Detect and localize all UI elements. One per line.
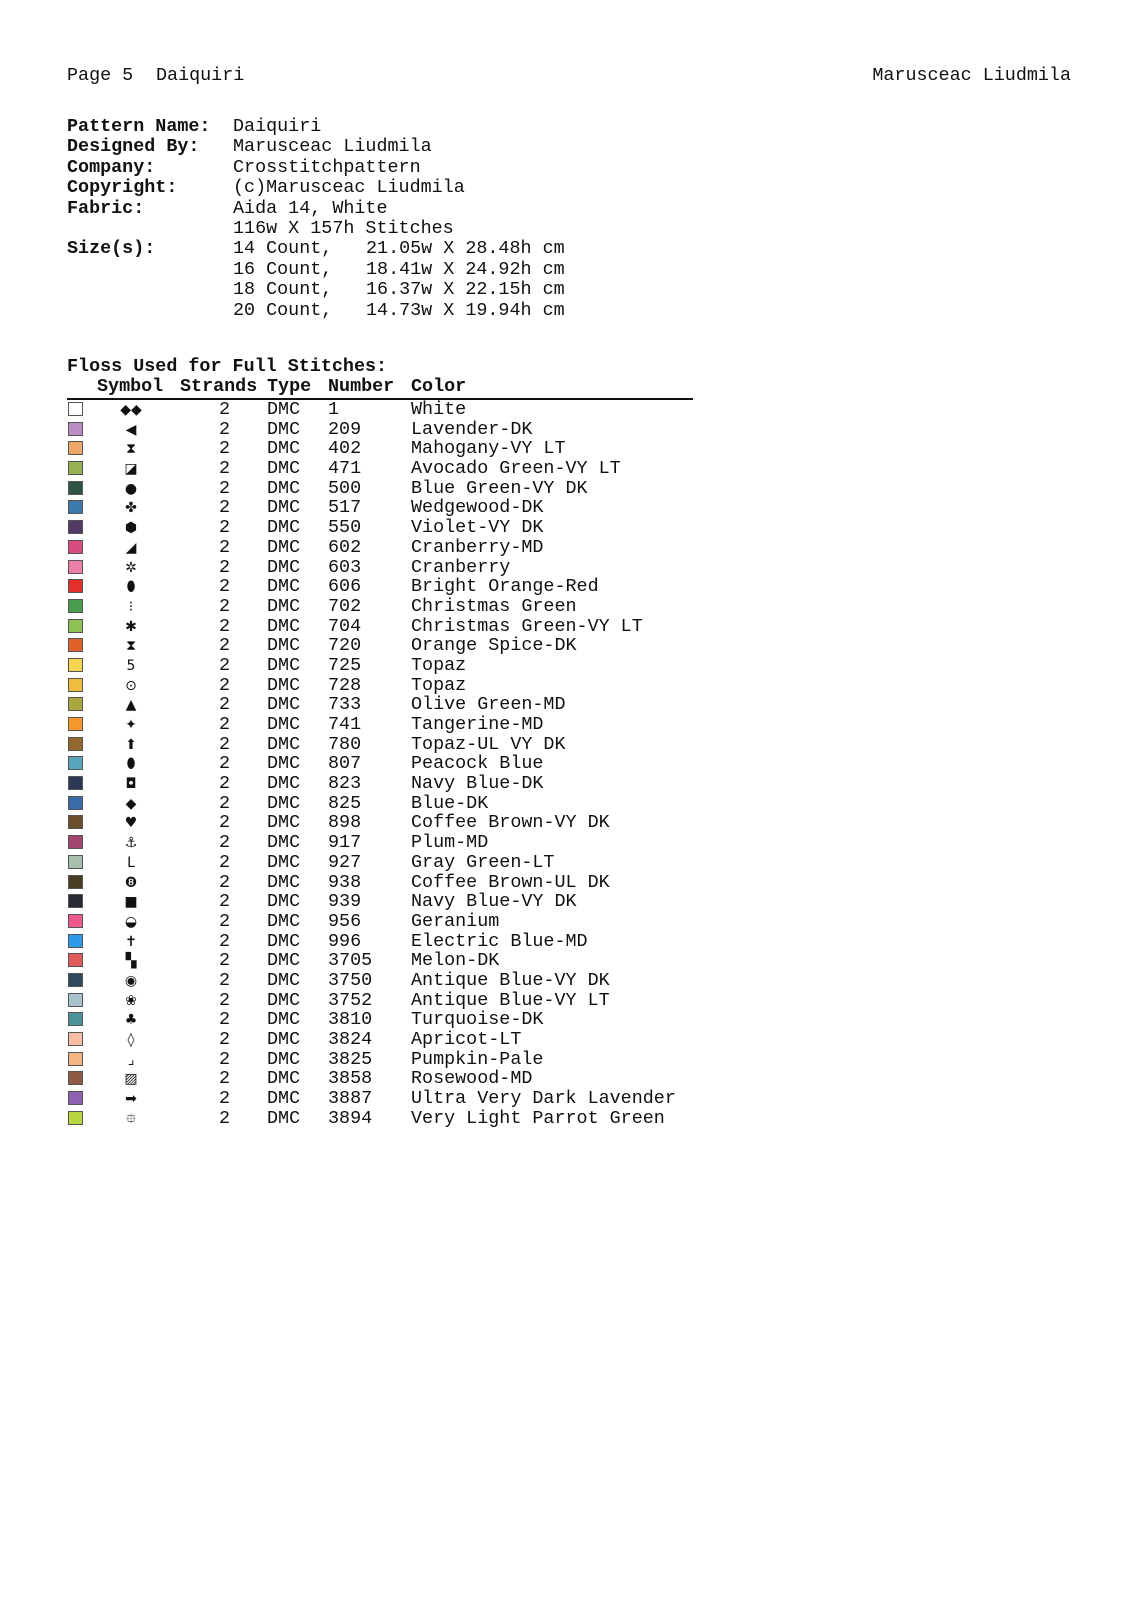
info-value: Marusceac Liudmila — [233, 136, 432, 158]
stitch-symbol-icon: ▨ — [124, 1071, 138, 1088]
stitch-symbol-icon: ◒ — [124, 913, 138, 930]
floss-type: DMC — [267, 1048, 301, 1070]
info-value: (c)Marusceac Liudmila — [233, 177, 465, 199]
stitch-symbol-icon: ⊙ — [125, 677, 137, 694]
floss-type: DMC — [267, 753, 301, 775]
floss-color-name: Topaz — [411, 654, 467, 676]
stitch-symbol-icon: ■ — [124, 894, 138, 911]
size-dims: 14.73w X 19.94h cm — [366, 299, 565, 321]
floss-color-name: Blue Green-VY DK — [411, 477, 588, 499]
info-value: Aida 14, White — [233, 197, 388, 219]
floss-type: DMC — [267, 773, 301, 795]
color-swatch — [68, 1052, 83, 1066]
floss-row — [67, 538, 707, 558]
size-dims: 21.05w X 28.48h cm — [366, 238, 565, 260]
floss-color-name: Cranberry-MD — [411, 536, 544, 558]
floss-row — [67, 833, 707, 853]
floss-number: 704 — [328, 615, 362, 637]
strands: 2 — [219, 399, 231, 420]
floss-number: 917 — [328, 832, 362, 854]
floss-number: 3752 — [328, 989, 373, 1011]
floss-color-name: Cranberry — [411, 556, 511, 578]
floss-color-name: Navy Blue-VY DK — [411, 891, 577, 913]
floss-number: 3824 — [328, 1029, 373, 1050]
floss-type: DMC — [267, 930, 301, 952]
floss-table — [67, 356, 707, 1129]
stitch-symbol-icon: ◆◆ — [120, 402, 142, 418]
color-swatch — [68, 914, 83, 928]
floss-row — [67, 636, 707, 656]
floss-number: 603 — [328, 556, 362, 578]
size-count: 18 Count, — [233, 279, 333, 301]
info-value: Crosstitchpattern — [233, 156, 421, 178]
floss-row — [67, 932, 707, 952]
col-strands: Strands — [180, 376, 258, 397]
floss-type: DMC — [267, 1107, 301, 1129]
strands: 2 — [219, 1009, 231, 1031]
strands: 2 — [219, 497, 231, 519]
floss-row — [67, 735, 707, 755]
strands: 2 — [219, 674, 231, 696]
color-swatch — [68, 540, 83, 554]
floss-type: DMC — [267, 556, 301, 578]
floss-number: 956 — [328, 910, 362, 932]
color-swatch — [68, 953, 83, 967]
floss-type: DMC — [267, 792, 301, 814]
col-number: Number — [328, 376, 395, 397]
floss-row — [67, 853, 707, 873]
floss-color-name: Geranium — [411, 910, 500, 932]
info-value: Daiquiri — [233, 116, 322, 137]
floss-color-name: Rosewood-MD — [411, 1068, 533, 1090]
floss-color-name: Antique Blue-VY DK — [411, 969, 610, 991]
floss-row — [67, 715, 707, 735]
floss-type: DMC — [267, 399, 301, 420]
floss-number: 500 — [328, 477, 362, 499]
size-dims: 16.37w X 22.15h cm — [366, 279, 565, 301]
floss-type: DMC — [267, 910, 301, 932]
strands: 2 — [219, 1048, 231, 1070]
color-swatch — [68, 638, 83, 652]
strands: 2 — [219, 458, 231, 480]
floss-number: 823 — [328, 773, 362, 795]
color-swatch — [68, 815, 83, 829]
floss-color-name: Electric Blue-MD — [411, 930, 588, 952]
floss-type: DMC — [267, 1009, 301, 1031]
floss-row — [67, 695, 707, 715]
stitch-symbol-icon: ⁝ — [128, 598, 134, 615]
floss-type: DMC — [267, 497, 301, 519]
floss-title-text: Floss Used for Full Stitches: — [67, 356, 388, 377]
stitch-symbol-icon: ⯐ — [125, 1110, 137, 1127]
color-swatch — [68, 579, 83, 593]
floss-row — [67, 794, 707, 814]
stitch-symbol-icon: ◆ — [125, 795, 137, 812]
floss-number: 602 — [328, 536, 362, 558]
floss-color-name: Avocado Green-VY LT — [411, 458, 621, 480]
page-title: Daiquiri — [156, 65, 245, 86]
floss-number: 517 — [328, 497, 362, 519]
stitch-symbol-icon: ◊ — [127, 1032, 135, 1048]
floss-type: DMC — [267, 891, 301, 913]
floss-number: 209 — [328, 418, 362, 440]
size-count: 16 Count, — [233, 258, 333, 280]
floss-color-name: Christmas Green-VY LT — [411, 615, 643, 637]
color-swatch — [68, 1111, 83, 1125]
strands: 2 — [219, 792, 231, 814]
sizes-label: Size(s): — [67, 238, 156, 260]
floss-row — [67, 1050, 707, 1070]
stitch-symbol-icon: ⬢ — [124, 520, 138, 537]
color-swatch — [68, 796, 83, 810]
floss-color-name: Blue-DK — [411, 792, 489, 814]
floss-type: DMC — [267, 576, 301, 598]
info-label: Copyright: — [67, 177, 178, 199]
stitch-symbol-icon: ✤ — [125, 500, 137, 517]
color-swatch — [68, 520, 83, 534]
floss-color-name: Peacock Blue — [411, 753, 544, 775]
floss-row — [67, 479, 707, 499]
floss-type: DMC — [267, 989, 301, 1011]
col-type: Type — [267, 376, 312, 397]
floss-row — [67, 754, 707, 774]
floss-row — [67, 558, 707, 578]
floss-number: 807 — [328, 753, 362, 775]
stitch-symbol-icon: ⧗ — [126, 638, 136, 655]
floss-row — [67, 597, 707, 617]
strands: 2 — [219, 517, 231, 539]
floss-title — [67, 357, 707, 377]
strands: 2 — [219, 832, 231, 854]
strands: 2 — [219, 812, 231, 834]
color-swatch — [68, 599, 83, 613]
stitch-symbol-icon: ✱ — [125, 618, 137, 635]
info-label: Fabric: — [67, 197, 145, 219]
floss-color-name: Topaz-UL VY DK — [411, 733, 566, 755]
info-label: Company: — [67, 156, 156, 178]
floss-color-name: Plum-MD — [411, 832, 489, 854]
stitch-symbol-icon: ● — [124, 480, 138, 497]
floss-row — [67, 459, 707, 479]
color-swatch — [68, 1091, 83, 1105]
floss-color-name: Turquoise-DK — [411, 1009, 544, 1031]
info-value: 116w X 157h Stitches — [233, 217, 454, 239]
floss-color-name: Wedgewood-DK — [411, 497, 544, 519]
floss-number: 720 — [328, 635, 362, 657]
page-author: Marusceac Liudmila — [872, 65, 1071, 86]
floss-row — [67, 498, 707, 518]
floss-type: DMC — [267, 812, 301, 834]
size-count: 20 Count, — [233, 299, 333, 321]
floss-type: DMC — [267, 714, 301, 735]
floss-color-name: Orange Spice-DK — [411, 635, 577, 657]
floss-color-name: Melon-DK — [411, 950, 500, 972]
floss-number: 3858 — [328, 1068, 373, 1090]
floss-color-name: Tangerine-MD — [411, 714, 544, 735]
color-swatch — [68, 855, 83, 869]
floss-type: DMC — [267, 851, 301, 873]
color-swatch — [68, 993, 83, 1007]
strands: 2 — [219, 654, 231, 676]
strands: 2 — [219, 773, 231, 795]
floss-number: 471 — [328, 458, 362, 480]
strands: 2 — [219, 694, 231, 716]
floss-number: 996 — [328, 930, 362, 952]
color-swatch — [68, 481, 83, 495]
stitch-symbol-icon: ♥ — [124, 815, 138, 832]
floss-number: 733 — [328, 694, 362, 716]
strands: 2 — [219, 477, 231, 499]
strands: 2 — [219, 1088, 231, 1110]
floss-type: DMC — [267, 635, 301, 657]
floss-row — [67, 1030, 707, 1050]
color-swatch — [68, 678, 83, 692]
color-swatch — [68, 560, 83, 574]
floss-number: 728 — [328, 674, 362, 696]
floss-type: DMC — [267, 733, 301, 755]
color-swatch — [68, 875, 83, 889]
strands: 2 — [219, 930, 231, 952]
stitch-symbol-icon: ⚓ — [124, 835, 138, 852]
floss-number: 3887 — [328, 1088, 373, 1110]
stitch-symbol-icon: ▲ — [125, 697, 137, 714]
floss-number: 939 — [328, 891, 362, 913]
floss-number: 3705 — [328, 950, 373, 972]
floss-color-name: Gray Green-LT — [411, 851, 555, 873]
floss-color-name: Coffee Brown-UL DK — [411, 871, 610, 893]
stitch-symbol-icon: ◀ — [125, 421, 137, 438]
size-dims: 18.41w X 24.92h cm — [366, 258, 565, 280]
color-swatch — [68, 658, 83, 672]
floss-color-name: Lavender-DK — [411, 418, 533, 440]
floss-color-name: Very Light Parrot Green — [411, 1107, 665, 1129]
strands: 2 — [219, 871, 231, 893]
floss-row — [67, 577, 707, 597]
stitch-symbol-icon: ❽ — [124, 874, 138, 891]
floss-number: 927 — [328, 851, 362, 873]
floss-color-name: Ultra Very Dark Lavender — [411, 1088, 676, 1110]
floss-color-name: Navy Blue-DK — [411, 773, 544, 795]
floss-number: 402 — [328, 438, 362, 460]
floss-color-name: Mahogany-VY LT — [411, 438, 566, 460]
floss-row — [67, 1069, 707, 1089]
strands: 2 — [219, 438, 231, 460]
floss-number: 550 — [328, 517, 362, 539]
stitch-symbol-icon: ⌟ — [127, 1051, 135, 1068]
strands: 2 — [219, 536, 231, 558]
color-swatch — [68, 697, 83, 711]
floss-number: 898 — [328, 812, 362, 834]
floss-row — [67, 774, 707, 794]
floss-header-row — [67, 377, 707, 397]
strands: 2 — [219, 1029, 231, 1050]
strands: 2 — [219, 969, 231, 991]
stitch-symbol-icon: ⬆ — [125, 736, 137, 753]
strands: 2 — [219, 1068, 231, 1090]
color-swatch — [68, 619, 83, 633]
floss-number: 3810 — [328, 1009, 373, 1031]
floss-number: 780 — [328, 733, 362, 755]
floss-number: 606 — [328, 576, 362, 598]
floss-row — [67, 1089, 707, 1109]
floss-number: 825 — [328, 792, 362, 814]
floss-row — [67, 420, 707, 440]
stitch-symbol-icon: L — [127, 854, 135, 871]
floss-number: 938 — [328, 871, 362, 893]
color-swatch — [68, 737, 83, 751]
color-swatch — [68, 973, 83, 987]
floss-type: DMC — [267, 1029, 301, 1050]
stitch-symbol-icon: ➡ — [125, 1091, 137, 1108]
floss-row — [67, 518, 707, 538]
col-color: Color — [411, 376, 467, 397]
stitch-symbol-icon: ◉ — [124, 972, 138, 989]
floss-number: 725 — [328, 654, 362, 676]
stitch-symbol-icon: ✝ — [125, 933, 137, 950]
color-swatch — [68, 402, 83, 416]
strands: 2 — [219, 635, 231, 657]
stitch-symbol-icon: ▚ — [125, 953, 137, 970]
floss-number: 3750 — [328, 969, 373, 991]
floss-row — [67, 400, 707, 420]
color-swatch — [68, 835, 83, 849]
floss-row — [67, 892, 707, 912]
floss-type: DMC — [267, 458, 301, 480]
page-number: Page 5 — [67, 65, 134, 86]
floss-number: 3825 — [328, 1048, 373, 1070]
floss-color-name: Olive Green-MD — [411, 694, 566, 716]
floss-number: 741 — [328, 714, 362, 735]
info-label: Pattern Name: — [67, 116, 211, 137]
strands: 2 — [219, 714, 231, 735]
color-swatch — [68, 1012, 83, 1026]
floss-type: DMC — [267, 536, 301, 558]
floss-row — [67, 1010, 707, 1030]
floss-type: DMC — [267, 595, 301, 617]
floss-row — [67, 991, 707, 1011]
floss-type: DMC — [267, 871, 301, 893]
size-count: 14 Count, — [233, 238, 333, 260]
strands: 2 — [219, 851, 231, 873]
strands: 2 — [219, 950, 231, 972]
color-swatch — [68, 756, 83, 770]
strands: 2 — [219, 989, 231, 1011]
floss-type: DMC — [267, 517, 301, 539]
strands: 2 — [219, 576, 231, 598]
floss-row — [67, 1109, 707, 1129]
color-swatch — [68, 500, 83, 514]
info-label: Designed By: — [67, 136, 200, 158]
stitch-symbol-icon: ✦ — [125, 717, 137, 733]
color-swatch — [68, 422, 83, 436]
floss-row — [67, 912, 707, 932]
color-swatch — [68, 776, 83, 790]
floss-number: 702 — [328, 595, 362, 617]
strands: 2 — [219, 1107, 231, 1129]
floss-row — [67, 617, 707, 637]
floss-row — [67, 813, 707, 833]
floss-color-name: Christmas Green — [411, 595, 577, 617]
floss-color-name: Pumpkin-Pale — [411, 1048, 544, 1070]
stitch-symbol-icon: ◪ — [124, 461, 138, 478]
floss-color-name: Coffee Brown-VY DK — [411, 812, 610, 834]
floss-row — [67, 439, 707, 459]
floss-type: DMC — [267, 1088, 301, 1110]
strands: 2 — [219, 891, 231, 913]
stitch-symbol-icon: ◢ — [125, 539, 137, 556]
floss-row — [67, 873, 707, 893]
floss-row — [67, 951, 707, 971]
floss-type: DMC — [267, 654, 301, 676]
stitch-symbol-icon: ✲ — [125, 559, 137, 576]
floss-type: DMC — [267, 438, 301, 460]
strands: 2 — [219, 753, 231, 775]
col-symbol: Symbol — [97, 376, 164, 397]
color-swatch — [68, 1071, 83, 1085]
strands: 2 — [219, 418, 231, 440]
floss-type: DMC — [267, 1068, 301, 1090]
strands: 2 — [219, 733, 231, 755]
floss-row — [67, 656, 707, 676]
floss-color-name: White — [411, 399, 467, 420]
floss-type: DMC — [267, 674, 301, 696]
color-swatch — [68, 717, 83, 731]
floss-color-name: Apricot-LT — [411, 1029, 522, 1050]
floss-row — [67, 676, 707, 696]
floss-type: DMC — [267, 615, 301, 637]
floss-number: 3894 — [328, 1107, 373, 1129]
color-swatch — [68, 1032, 83, 1046]
floss-number: 1 — [328, 399, 340, 420]
stitch-symbol-icon: ♣ — [124, 1012, 138, 1029]
floss-type: DMC — [267, 950, 301, 972]
color-swatch — [68, 934, 83, 948]
floss-color-name: Bright Orange-Red — [411, 576, 599, 598]
floss-type: DMC — [267, 694, 301, 716]
stitch-symbol-icon: ⬮ — [126, 756, 136, 773]
strands: 2 — [219, 910, 231, 932]
strands: 2 — [219, 556, 231, 578]
strands: 2 — [219, 615, 231, 637]
stitch-symbol-icon: ◘ — [125, 776, 137, 793]
color-swatch — [68, 461, 83, 475]
floss-type: DMC — [267, 477, 301, 499]
stitch-symbol-icon: 5 — [126, 657, 136, 674]
stitch-symbol-icon: ⧗ — [126, 441, 136, 458]
floss-color-name: Topaz — [411, 674, 467, 696]
floss-row — [67, 971, 707, 991]
floss-type: DMC — [267, 969, 301, 991]
floss-color-name: Violet-VY DK — [411, 517, 544, 539]
color-swatch — [68, 894, 83, 908]
floss-type: DMC — [267, 418, 301, 440]
color-swatch — [68, 441, 83, 455]
stitch-symbol-icon: ❀ — [125, 992, 137, 1009]
floss-color-name: Antique Blue-VY LT — [411, 989, 610, 1011]
strands: 2 — [219, 595, 231, 617]
stitch-symbol-icon: ⬮ — [126, 579, 136, 596]
floss-type: DMC — [267, 832, 301, 854]
